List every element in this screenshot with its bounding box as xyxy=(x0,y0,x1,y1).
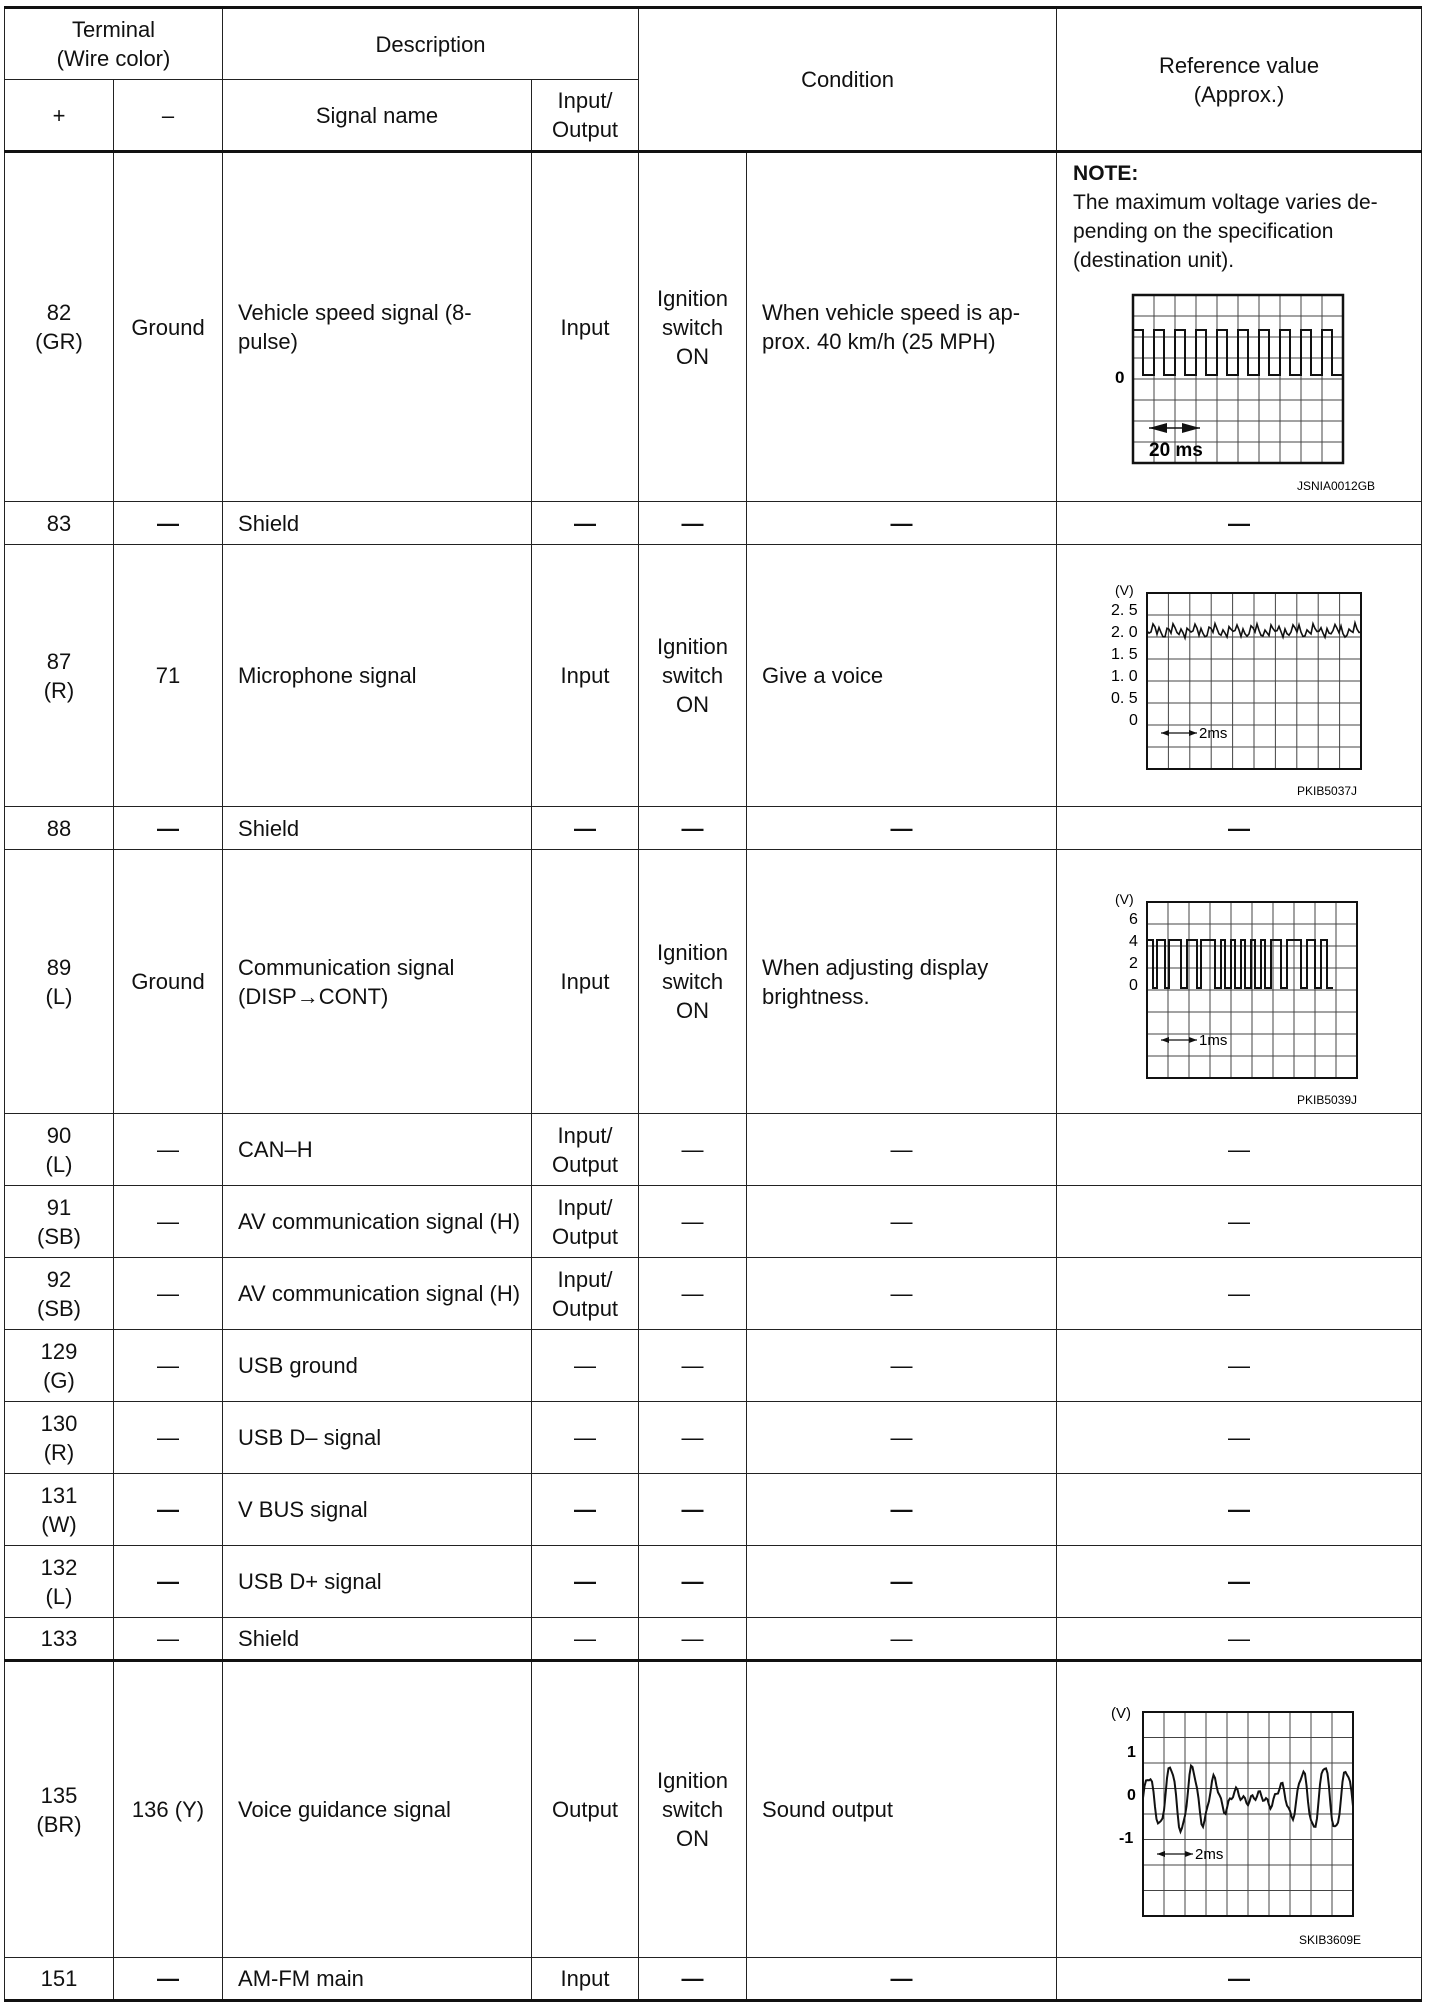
io-value: Input/ Output xyxy=(532,1114,639,1186)
condition-switch: — xyxy=(639,1546,747,1618)
io-value: Input xyxy=(532,545,639,807)
header-description: Description xyxy=(223,8,639,80)
signal-name: Shield xyxy=(223,1618,532,1661)
speed-pulse-waveform xyxy=(1057,153,1422,502)
signal-name: Voice guidance signal xyxy=(223,1661,532,1958)
header-plus: + xyxy=(5,80,114,152)
svg-text:1. 0: 1. 0 xyxy=(1111,668,1138,685)
condition-detail: — xyxy=(747,807,1057,850)
reference-value: — xyxy=(1057,1474,1422,1546)
terminal-plus: 90 (L) xyxy=(5,1114,114,1186)
terminal-minus: 136 (Y) xyxy=(114,1661,223,1958)
terminal-plus: 151 xyxy=(5,1958,114,2001)
io-value: Output xyxy=(532,1661,639,1958)
signal-name: V BUS signal xyxy=(223,1474,532,1546)
terminal-plus: 83 xyxy=(5,502,114,545)
svg-text:2. 0: 2. 0 xyxy=(1111,624,1138,641)
reference-waveform-voice xyxy=(1057,1661,1422,1958)
terminal-minus: — xyxy=(114,1258,223,1330)
svg-text:0: 0 xyxy=(1129,977,1138,994)
terminal-table xyxy=(4,6,1422,2002)
header-minus: – xyxy=(114,80,223,152)
condition-switch: — xyxy=(639,1474,747,1546)
condition-detail: — xyxy=(747,1546,1057,1618)
terminal-plus: 131 (W) xyxy=(5,1474,114,1546)
signal-name: AV communication signal (H) xyxy=(223,1258,532,1330)
terminal-plus: 91 (SB) xyxy=(5,1186,114,1258)
header-signal-name: Signal name xyxy=(223,80,532,152)
io-value: — xyxy=(532,1402,639,1474)
svg-text:20 ms: 20 ms xyxy=(1149,440,1203,461)
terminal-plus: 89 (L) xyxy=(5,850,114,1114)
terminal-minus: — xyxy=(114,1330,223,1402)
terminal-plus: 82 (GR) xyxy=(5,152,114,502)
terminal-minus: — xyxy=(114,807,223,850)
reference-waveform-comm xyxy=(1057,850,1422,1114)
svg-text:0: 0 xyxy=(1129,712,1138,729)
condition-switch: Ignition switch ON xyxy=(639,1661,747,1958)
terminal-plus: 133 xyxy=(5,1618,114,1661)
reference-value: — xyxy=(1057,1546,1422,1618)
communication-waveform xyxy=(1057,850,1422,1114)
reference-value: — xyxy=(1057,502,1422,545)
note-text: NOTE: The maximum voltage varies de- pending on the specification (destination unit). xyxy=(1073,162,1378,272)
io-value: Input/ Output xyxy=(532,1186,639,1258)
condition-detail: — xyxy=(747,1186,1057,1258)
svg-text:0. 5: 0. 5 xyxy=(1111,690,1138,707)
svg-text:2ms: 2ms xyxy=(1195,1846,1224,1863)
condition-detail: — xyxy=(747,1474,1057,1546)
signal-name: CAN–H xyxy=(223,1114,532,1186)
header-io: Input/ Output xyxy=(532,80,639,152)
terminal-plus: 92 (SB) xyxy=(5,1258,114,1330)
condition-switch: — xyxy=(639,1402,747,1474)
io-value: — xyxy=(532,1474,639,1546)
svg-text:1. 5: 1. 5 xyxy=(1111,646,1138,663)
condition-switch: — xyxy=(639,1258,747,1330)
condition-detail: — xyxy=(747,1330,1057,1402)
io-value: Input xyxy=(532,152,639,502)
reference-value: — xyxy=(1057,1330,1422,1402)
reference-value: — xyxy=(1057,1186,1422,1258)
terminal-plus: 88 xyxy=(5,807,114,850)
io-value: Input xyxy=(532,850,639,1114)
io-value: — xyxy=(532,1546,639,1618)
reference-value: — xyxy=(1057,1618,1422,1661)
reference-value: — xyxy=(1057,1402,1422,1474)
signal-name: AM-FM main xyxy=(223,1958,532,2001)
terminal-minus: — xyxy=(114,1474,223,1546)
svg-text:0: 0 xyxy=(1115,368,1125,387)
condition-switch: — xyxy=(639,1186,747,1258)
svg-text:(V): (V) xyxy=(1115,891,1134,907)
reference-value: — xyxy=(1057,1258,1422,1330)
svg-text:JSNIA0012GB: JSNIA0012GB xyxy=(1297,479,1376,493)
condition-switch: Ignition switch ON xyxy=(639,545,747,807)
condition-detail: — xyxy=(747,1402,1057,1474)
io-value: — xyxy=(532,807,639,850)
condition-detail: — xyxy=(747,1258,1057,1330)
io-value: — xyxy=(532,502,639,545)
condition-detail: — xyxy=(747,1618,1057,1661)
signal-name: AV communication signal (H) xyxy=(223,1186,532,1258)
svg-text:2. 5: 2. 5 xyxy=(1111,602,1138,619)
svg-text:PKIB5037J: PKIB5037J xyxy=(1297,784,1358,798)
terminal-minus: — xyxy=(114,1402,223,1474)
svg-text:1: 1 xyxy=(1127,1744,1136,1761)
terminal-minus: — xyxy=(114,502,223,545)
terminal-minus: — xyxy=(114,1546,223,1618)
condition-switch: — xyxy=(639,1958,747,2001)
condition-switch: — xyxy=(639,1618,747,1661)
signal-name: Shield xyxy=(223,807,532,850)
condition-switch: — xyxy=(639,807,747,850)
microphone-waveform xyxy=(1057,545,1422,807)
signal-name: Shield xyxy=(223,502,532,545)
condition-detail: When adjusting display brightness. xyxy=(747,850,1057,1114)
condition-detail: Sound output xyxy=(747,1661,1057,1958)
svg-text:-1: -1 xyxy=(1119,1830,1134,1847)
svg-text:2ms: 2ms xyxy=(1199,725,1228,742)
terminal-plus: 130 (R) xyxy=(5,1402,114,1474)
signal-name: Communication signal (DISP→CONT) xyxy=(223,850,532,1114)
io-value: — xyxy=(532,1618,639,1661)
io-value: — xyxy=(532,1330,639,1402)
svg-text:2: 2 xyxy=(1129,955,1138,972)
signal-name: USB D+ signal xyxy=(223,1546,532,1618)
condition-detail: Give a voice xyxy=(747,545,1057,807)
svg-text:PKIB5039J: PKIB5039J xyxy=(1297,1093,1358,1107)
voice-guidance-waveform xyxy=(1057,1662,1422,1958)
signal-name: Vehicle speed signal (8-pulse) xyxy=(223,152,532,502)
reference-waveform-speed xyxy=(1057,152,1422,502)
header-reference: Reference value (Approx.) xyxy=(1057,8,1422,152)
signal-name: Microphone signal xyxy=(223,545,532,807)
condition-detail: When vehicle speed is ap- prox. 40 km/h (25 MPH) xyxy=(747,152,1057,502)
terminal-minus: — xyxy=(114,1618,223,1661)
reference-value: — xyxy=(1057,1958,1422,2001)
condition-detail: — xyxy=(747,1114,1057,1186)
svg-text:0: 0 xyxy=(1127,1787,1136,1804)
terminal-minus: — xyxy=(114,1186,223,1258)
svg-text:SKIB3609E: SKIB3609E xyxy=(1299,1933,1362,1947)
condition-switch: — xyxy=(639,1114,747,1186)
io-value: Input xyxy=(532,1958,639,2001)
condition-switch: — xyxy=(639,502,747,545)
condition-switch: Ignition switch ON xyxy=(639,152,747,502)
condition-detail: — xyxy=(747,1958,1057,2001)
terminal-plus: 129 (G) xyxy=(5,1330,114,1402)
svg-text:6: 6 xyxy=(1129,911,1138,928)
reference-value: — xyxy=(1057,1114,1422,1186)
reference-waveform-mic xyxy=(1057,545,1422,807)
svg-text:1ms: 1ms xyxy=(1199,1032,1228,1049)
reference-value: — xyxy=(1057,807,1422,850)
terminal-minus: Ground xyxy=(114,152,223,502)
terminal-minus: Ground xyxy=(114,850,223,1114)
svg-text:(V): (V) xyxy=(1111,1705,1132,1722)
signal-name: USB ground xyxy=(223,1330,532,1402)
terminal-plus: 135 (BR) xyxy=(5,1661,114,1958)
condition-switch: Ignition switch ON xyxy=(639,850,747,1114)
io-value: Input/ Output xyxy=(532,1258,639,1330)
condition-switch: — xyxy=(639,1330,747,1402)
header-condition: Condition xyxy=(639,8,1057,152)
terminal-minus: — xyxy=(114,1958,223,2001)
svg-text:4: 4 xyxy=(1129,933,1138,950)
header-terminal: Terminal (Wire color) xyxy=(5,8,223,80)
terminal-plus: 132 (L) xyxy=(5,1546,114,1618)
svg-text:(V): (V) xyxy=(1115,582,1134,598)
terminal-minus: — xyxy=(114,1114,223,1186)
signal-name: USB D– signal xyxy=(223,1402,532,1474)
condition-detail: — xyxy=(747,502,1057,545)
terminal-plus: 87 (R) xyxy=(5,545,114,807)
terminal-minus: 71 xyxy=(114,545,223,807)
